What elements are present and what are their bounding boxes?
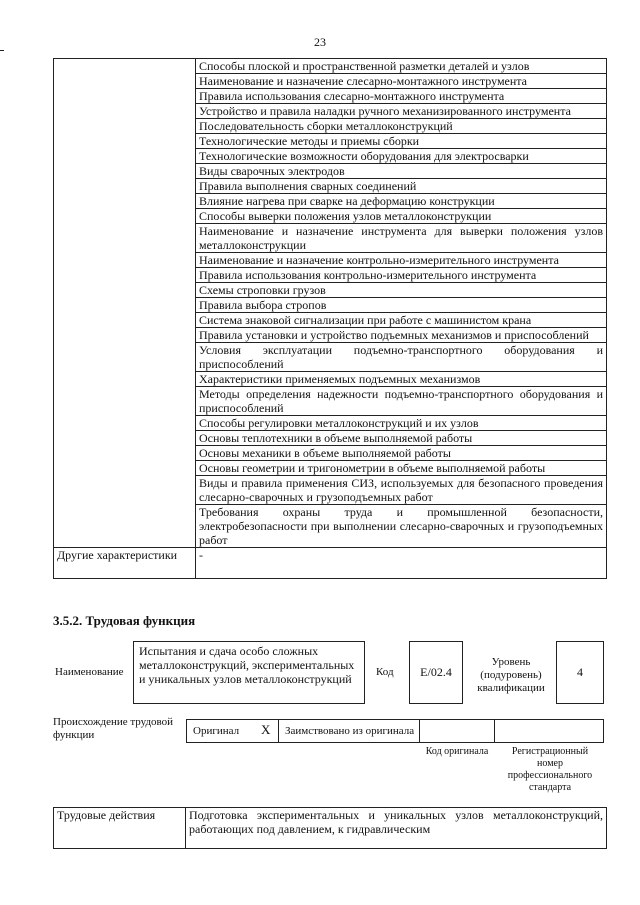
code-label: Код [376, 666, 394, 678]
knowledge-item: Наименование и назначение слесарно-монтажного инструмента [196, 74, 607, 89]
knowledge-item: Последовательность сборки металлоконструкций [196, 119, 607, 134]
code-original-cell [419, 719, 495, 743]
labor-actions-table [53, 807, 607, 849]
knowledge-item: Характеристики применяемых подъемных механизмов [196, 372, 607, 387]
knowledge-item: Виды сварочных электродов [196, 164, 607, 179]
reg-number-cell [494, 719, 604, 743]
function-name-box [133, 641, 365, 704]
knowledge-item: Система знаковой сигнализации при работе с машинистом крана [196, 313, 607, 328]
code-original-caption: Код оригинала [425, 746, 489, 757]
borrowed-cell [278, 719, 420, 743]
knowledge-item: Виды и правила применения СИЗ, используемых для безопасного проведения слесарно-сварочных и грузоподъемных работ [196, 476, 607, 505]
margin-mark [0, 50, 4, 51]
knowledge-item: Основы механики в объеме выполняемой работы [196, 446, 607, 461]
labor-action-text: Подготовка экспериментальных и уникальных узлов металлоконструкций, работающих под давлением, к гидравлическим [186, 808, 607, 849]
knowledge-table [53, 58, 607, 579]
borrowed-label: Заимствовано из оригинала [285, 725, 415, 737]
original-mark: X [261, 722, 271, 737]
other-characteristics-label: Другие характеристики [54, 548, 196, 579]
level-value: 4 [577, 665, 583, 679]
table-row [54, 59, 607, 74]
table-row [54, 808, 607, 849]
function-name-value: Испытания и сдача особо сложных металлоконструкций, экспериментальных и уникальных узлов металлоконструкций [139, 644, 355, 686]
knowledge-item: Методы определения надежности подъемно-транспортного оборудования и приспособлений [196, 387, 607, 416]
knowledge-item: Правила использования слесарно-монтажного инструмента [196, 89, 607, 104]
knowledge-item: Способы плоской и пространственной разметки деталей и узлов [196, 59, 607, 74]
original-label: Оригинал [193, 725, 240, 737]
knowledge-item: Наименование и назначение контрольно-измерительного инструмента [196, 253, 607, 268]
knowledge-item: Наименование и назначение инструмента для выверки положения узлов металлоконструкции [196, 224, 607, 253]
knowledge-item: Технологические методы и приемы сборки [196, 134, 607, 149]
knowledge-item: Устройство и правила наладки ручного механизированного инструмента [196, 104, 607, 119]
other-characteristics-value: - [196, 548, 607, 579]
code-box [409, 641, 463, 704]
knowledge-item: Правила выполнения сварных соединений [196, 179, 607, 194]
page-number: 23 [314, 35, 326, 49]
original-cell [186, 719, 279, 743]
knowledge-label-cell [54, 59, 196, 548]
knowledge-item: Схемы строповки грузов [196, 283, 607, 298]
knowledge-item: Основы геометрии и тригонометрии в объеме выполняемой работы [196, 461, 607, 476]
knowledge-item: Влияние нагрева при сварке на деформацию конструкции [196, 194, 607, 209]
knowledge-item: Условия эксплуатации подъемно-транспортного оборудования и приспособлений [196, 343, 607, 372]
level-box [556, 641, 604, 704]
knowledge-item: Способы регулировки металлоконструкций и их узлов [196, 416, 607, 431]
level-label: Уровень (подуровень) квалификации [477, 656, 545, 694]
knowledge-item: Способы выверки положения узлов металлоконструкции [196, 209, 607, 224]
knowledge-item: Правила установки и устройство подъемных механизмов и приспособлений [196, 328, 607, 343]
labor-actions-label: Трудовые действия [54, 808, 186, 849]
code-value: E/02.4 [420, 665, 452, 679]
knowledge-item: Требования охраны труда и промышленной безопасности, электробезопасности при выполнении слесарно-сварочных и грузоподъемных работ [196, 505, 607, 548]
section-title: 3.5.2. Трудовая функция [53, 613, 196, 628]
origin-label: Происхождение трудовой функции [53, 716, 174, 741]
reg-number-caption: Регистрационный номер профессионального стандарта [507, 746, 593, 793]
knowledge-item: Технологические возможности оборудования для электросварки [196, 149, 607, 164]
table-row [54, 548, 607, 579]
knowledge-item: Правила использования контрольно-измерительного инструмента [196, 268, 607, 283]
knowledge-item: Основы теплотехники в объеме выполняемой работы [196, 431, 607, 446]
name-label: Наименование [55, 666, 124, 678]
knowledge-item: Правила выбора стропов [196, 298, 607, 313]
